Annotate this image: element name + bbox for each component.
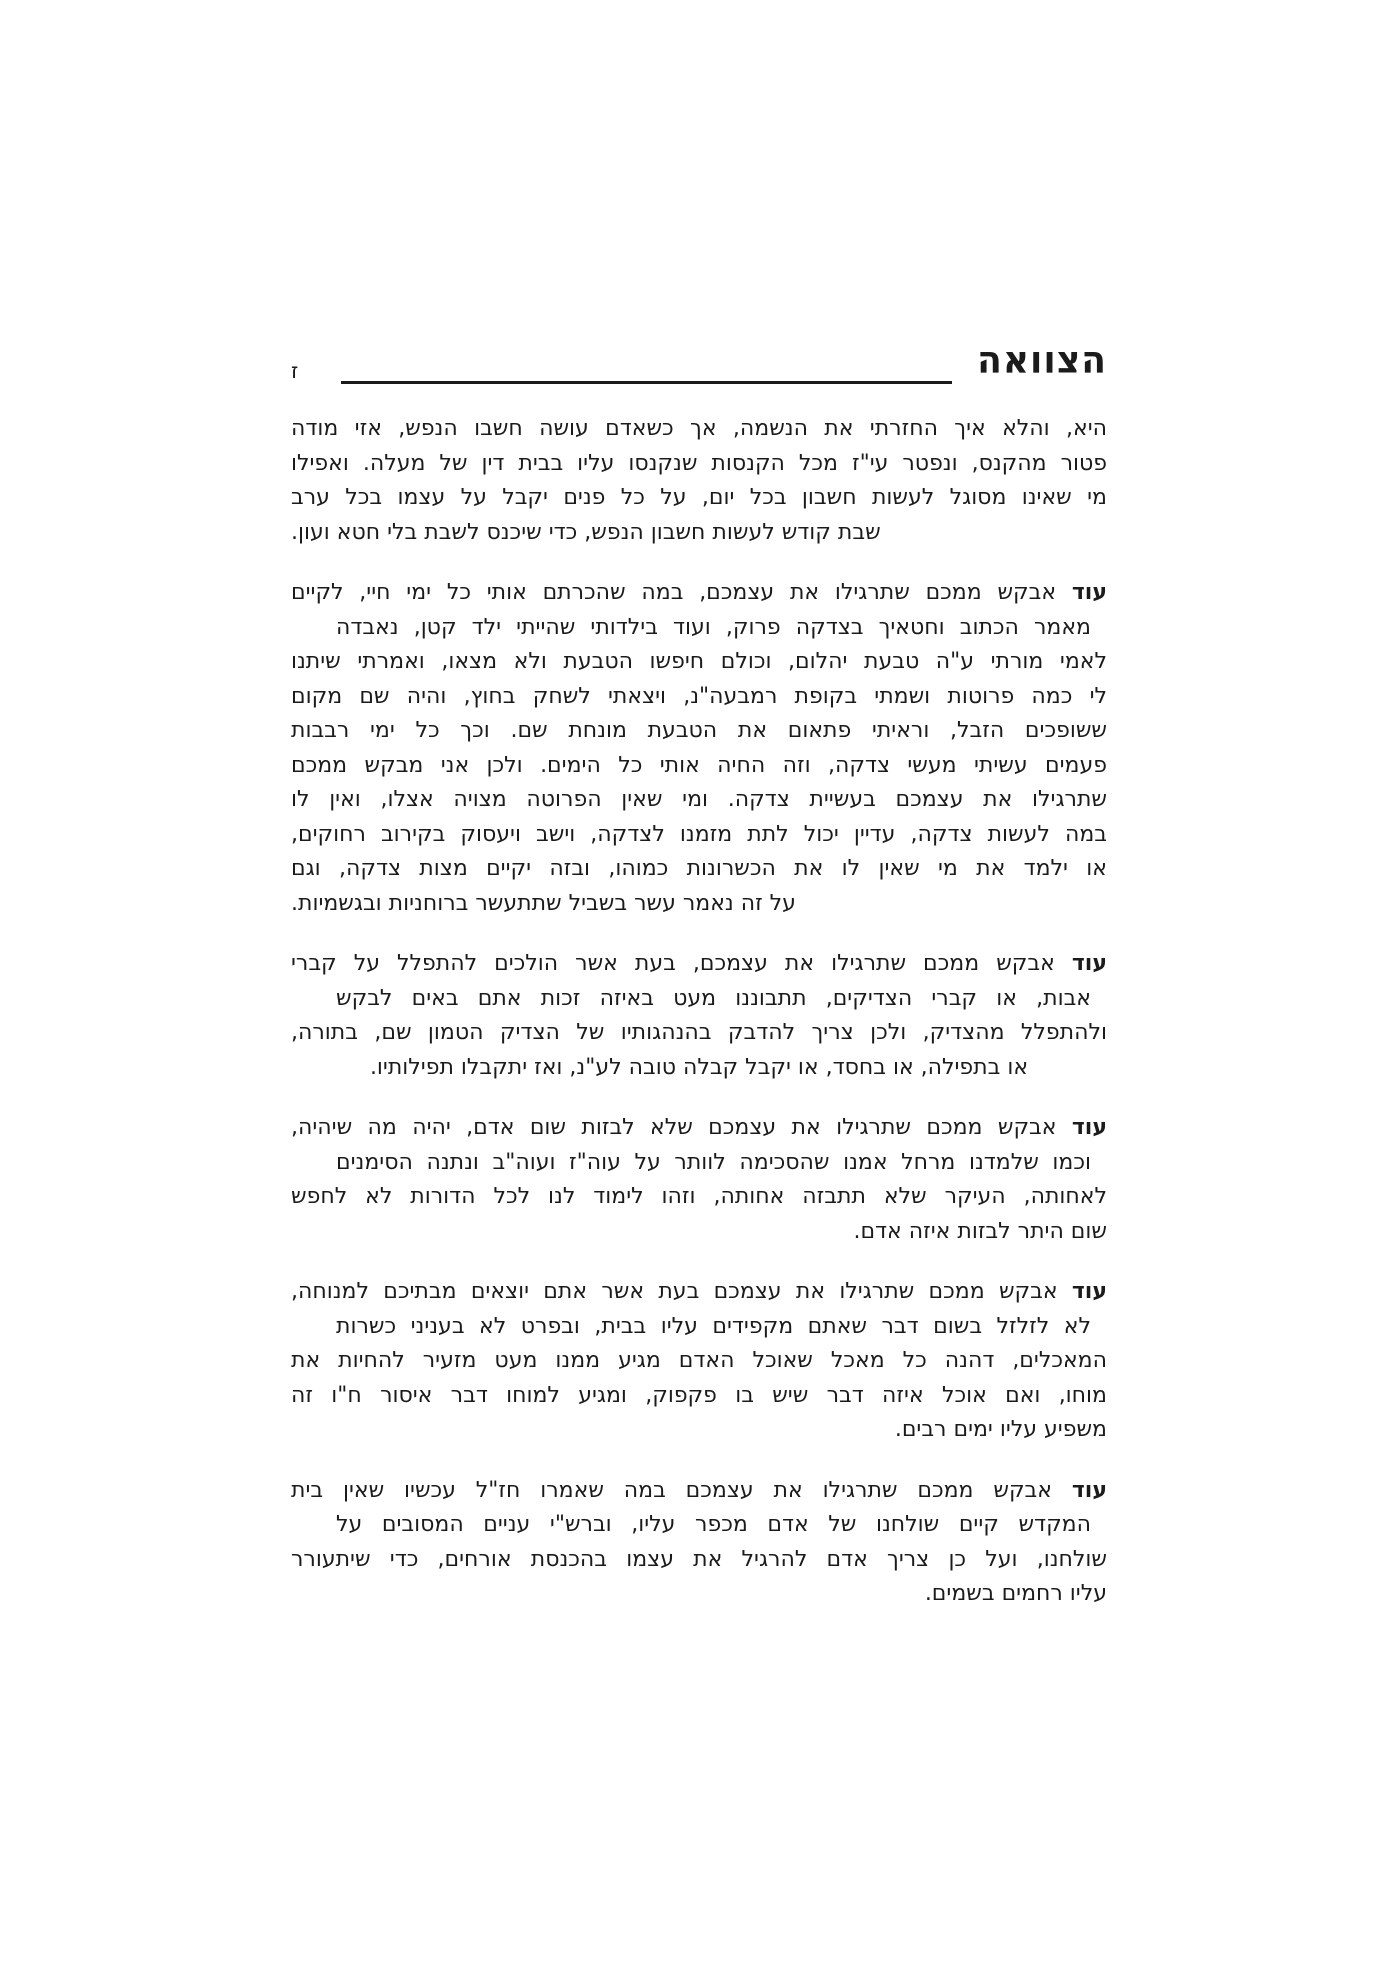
text-line: משפיע עליו ימים רבים. [894, 1417, 1107, 1442]
text-line: המקדש קיים שולחנו של אדם מכפר עליו, וברש"י עניים המסובים על [336, 1512, 1091, 1537]
text-line: לי כמה פרוטות ושמתי בקופת רמבעה"נ, ויצאתי לשחק בחוץ, והיה שם מקום [291, 683, 1107, 709]
text-line: במה לעשות צדקה, עדיין יכול לתת מזמנו לצדקה, וישב ויעסוק בקירוב רחוקים, [291, 821, 1107, 847]
text-line: ששופכים הזבל, וראיתי פתאום את הטבעת מונחת שם. וכך כל ימי רבבות [291, 718, 1107, 743]
text-line: וכמו שלמדנו מרחל אמנו שהסכימה לוותר על עוה"ז ועוה"ב ונתנה הסימנים [336, 1149, 1091, 1175]
header-rule [341, 381, 952, 384]
paragraph-lead-word: עוד [1071, 1477, 1107, 1503]
text-line [291, 947, 1107, 982]
text-line: פטור מהקנס, ונפטר עי"ז מכל הקנסות שנקנסו עליו בבית דין של מעלה. ואפילו [291, 450, 1107, 476]
paragraph-lead-word: עוד [1071, 580, 1107, 605]
text-line: לא לזלזל בשום דבר שאתם מקפידים עליו בבית, ובפרט לא בעניני כשרות [336, 1313, 1091, 1339]
text-line: ולהתפלל מהצדיק, ולכן צריך להדבק בהנהגותיו של הצדיק הטמון שם, בתורה, [291, 1020, 1107, 1045]
text-line: עליו רחמים בשמים. [924, 1581, 1107, 1606]
text-line: לאחותה, העיקר שלא תתבזה אחותה, וזהו לימוד לנו לכל הדורות לא לחפש [291, 1184, 1107, 1209]
paragraph-lead-word: עוד [1071, 1279, 1108, 1304]
paragraph-lead-word: עוד [1071, 1115, 1108, 1140]
text-line: היא, והלא איך החזרתי את הנשמה, אך כשאדם עושה חשבו הנפש, אזי מודה [291, 416, 1107, 441]
paragraph-lead-word: עוד [1071, 951, 1107, 976]
body-text [291, 412, 1107, 1612]
text-line-rest: אבקש ממכם שתרגילו את עצמכם במה שאמרו חז"ל עכשיו שאין בית [291, 1477, 1052, 1503]
paragraph-2 [291, 576, 1107, 921]
paragraph-1 [291, 412, 1107, 550]
text-line [291, 1275, 1107, 1310]
text-line [291, 576, 1107, 611]
text-line: מאמר הכתוב וחטאיך בצדקה פרוק, ועוד בילדותי שהייתי ילד קטן, נאבדה [336, 614, 1091, 640]
chapter-title: הצוואה [977, 338, 1107, 382]
text-line: על זה נאמר עשר בשביל שתתעשר ברוחניות ובגשמיות. [291, 890, 796, 916]
text-line: שום היתר לבזות איזה אדם. [853, 1218, 1107, 1244]
text-line: שבת קודש לעשות חשבון הנפש, כדי שיכנס לשבת בלי חטא ועון. [291, 519, 881, 545]
text-line: אבות, או קברי הצדיקים, תתבוננו מעט באיזה זכות אתם באים לבקש [336, 985, 1091, 1011]
paragraph-5 [291, 1275, 1107, 1448]
text-line: או ילמד את מי שאין לו את הכשרונות כמוהו, ובזה יקיים מצות צדקה, וגם [291, 856, 1107, 881]
text-line: לאמי מורתי ע"ה טבעת יהלום, וכולם חיפשו הטבעת ולא מצאו, ואמרתי שיתנו [291, 649, 1107, 674]
text-line-rest: אבקש ממכם שתרגילו את עצמכם, בעת אשר הולכים להתפלל על קברי [291, 951, 1055, 976]
text-line: מוחו, ואם אוכל איזה דבר שיש בו פקפוק, ומגיע למוחו דבר איסור ח"ו זה [291, 1382, 1107, 1408]
text-line: המאכלים, דהנה כל מאכל שאוכל האדם מגיע ממנו מעט מזעיר להחיות את [291, 1348, 1107, 1373]
text-line-rest: אבקש ממכם שתרגילו את עצמכם שלא לבזות שום אדם, יהיה מה שיהיה, [291, 1115, 1057, 1140]
text-line: או בתפילה, או בחסד, או יקבל קבלה טובה לע"נ, ואז יתקבלו תפילותיו. [369, 1054, 1029, 1080]
paragraph-6 [291, 1474, 1107, 1612]
text-line [291, 1111, 1107, 1146]
text-line: שולחנו, ועל כן צריך אדם להרגיל את עצמו בהכנסת אורחים, כדי שיתעורר [291, 1546, 1107, 1572]
text-line-rest: אבקש ממכם שתרגילו את עצמכם, במה שהכרתם אותי כל ימי חיי, לקיים [291, 580, 1057, 605]
paragraph-4 [291, 1111, 1107, 1249]
text-line [291, 1474, 1107, 1509]
text-line: שתרגילו את עצמכם בעשיית צדקה. ומי שאין הפרוטה מצויה אצלו, ואין לו [291, 787, 1107, 812]
text-line-rest: אבקש ממכם שתרגילו את עצמכם בעת אשר אתם יוצאים מבתיכם למנוחה, [291, 1279, 1058, 1304]
page-number: ז [291, 359, 299, 383]
paragraph-3 [291, 947, 1107, 1085]
text-line: פעמים עשיתי מעשי צדקה, וזה החיה אותי כל הימים. ולכן אני מבקש ממכם [291, 752, 1107, 778]
text-line: מי שאינו מסוגל לעשות חשבון בכל יום, על כל פנים יקבל על עצמו בכל ערב [291, 485, 1107, 510]
